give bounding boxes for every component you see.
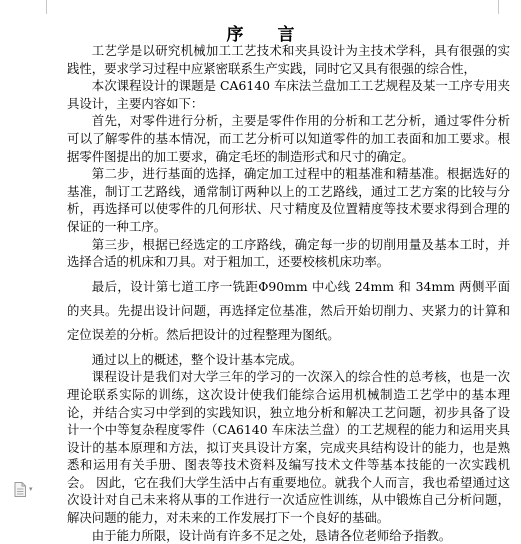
paragraph-step-two: 第二步，进行基面的选择，确定加工过程中的粗基准和精基准。根据选好的基准，制订工艺路线，通常制订两种以上的工艺路线，通过工艺方案的比较与分析，再选择可以使零件的几何形状、尺寸精度及位置精度等技术要求得到合理的保证的一种工序。 xyxy=(67,166,510,234)
document-icon xyxy=(14,482,26,497)
page-margin-mark-left xyxy=(46,0,47,14)
paragraph-final-step: 最后，设计第七道工序一铣距Φ90mm 中心线 24mm 和 34mm 两侧平面的夹具。先提出设计问题，再选择定位基准，然后开始切削力、夹紧力的计算和定位误差的分析。然后把设计的过程整理为图纸。 xyxy=(67,278,510,342)
document-menu-button[interactable] xyxy=(14,481,44,497)
paragraph-step-one: 首先，对零件进行分析，主要是零件作用的分析和工艺分析，通过零件分析可以了解零件的基本情况，而工艺分析可以知道零件的加工表面和加工要求。根据零件图提出的加工要求，确定毛坯的制造形式和尺寸的确定。 xyxy=(67,113,510,164)
page-margin-mark-right xyxy=(498,0,499,14)
chevron-down-icon: ▾ xyxy=(29,485,33,493)
paragraph-topic: 本次课程设计的课题是 CA6140 车床法兰盘加工工艺规程及某一工序专用夹具设计，主要内容如下： xyxy=(67,78,510,111)
document-body[interactable] xyxy=(67,42,510,544)
paragraph-intro: 工艺学是以研究机械加工工艺技术和夹具设计为主技术学科，具有很强的实践性，要求学习过程中应紧密联系生产实践，同时它又具有很强的综合性， xyxy=(67,43,510,76)
document-title: 序 言 xyxy=(226,25,309,45)
paragraph-summary: 通过以上的概述，整个设计基本完成。 xyxy=(91,351,303,367)
paragraph-step-three: 第三步，根据已经选定的工序路线，确定每一步的切削用量及基本工时，并选择合适的机床和刀具。对于粗加工，还要校核机床功率。 xyxy=(67,236,510,270)
paragraph-reflection: 课程设计是我们对大学三年的学习的一次深入的综合性的总考核，也是一次理论联系实际的训练，这次设计使我们能综合运用机械制造工艺学中的基本理论，并结合实习中学到的实践知识，独立地分析和解决工艺问题，初步具备了设计一个中等复杂程度零件（CA6140 车床法兰盘）的工艺规程的能力和运用夹具设计的基本原理和方法，拟订夹具设计方案，完成夹具结构设计的能力，也是熟悉和运用有关手册、图表等技术资料及编写技术文件等基本技能的一次实践机会。 因此，它在我们大学生活中占有重要地位。就我个人而言，我也希望通过这次设计对自己未来将从事的工作进行一次适应性训练，从中锻炼自己分析问题，解决问题的能力，对未来的工作发展打下一个良好的基础。 xyxy=(67,369,510,526)
paragraph-closing: 由于能力所限，设计尚有许多不足之处，恳请各位老师给予指教。 xyxy=(91,527,452,543)
